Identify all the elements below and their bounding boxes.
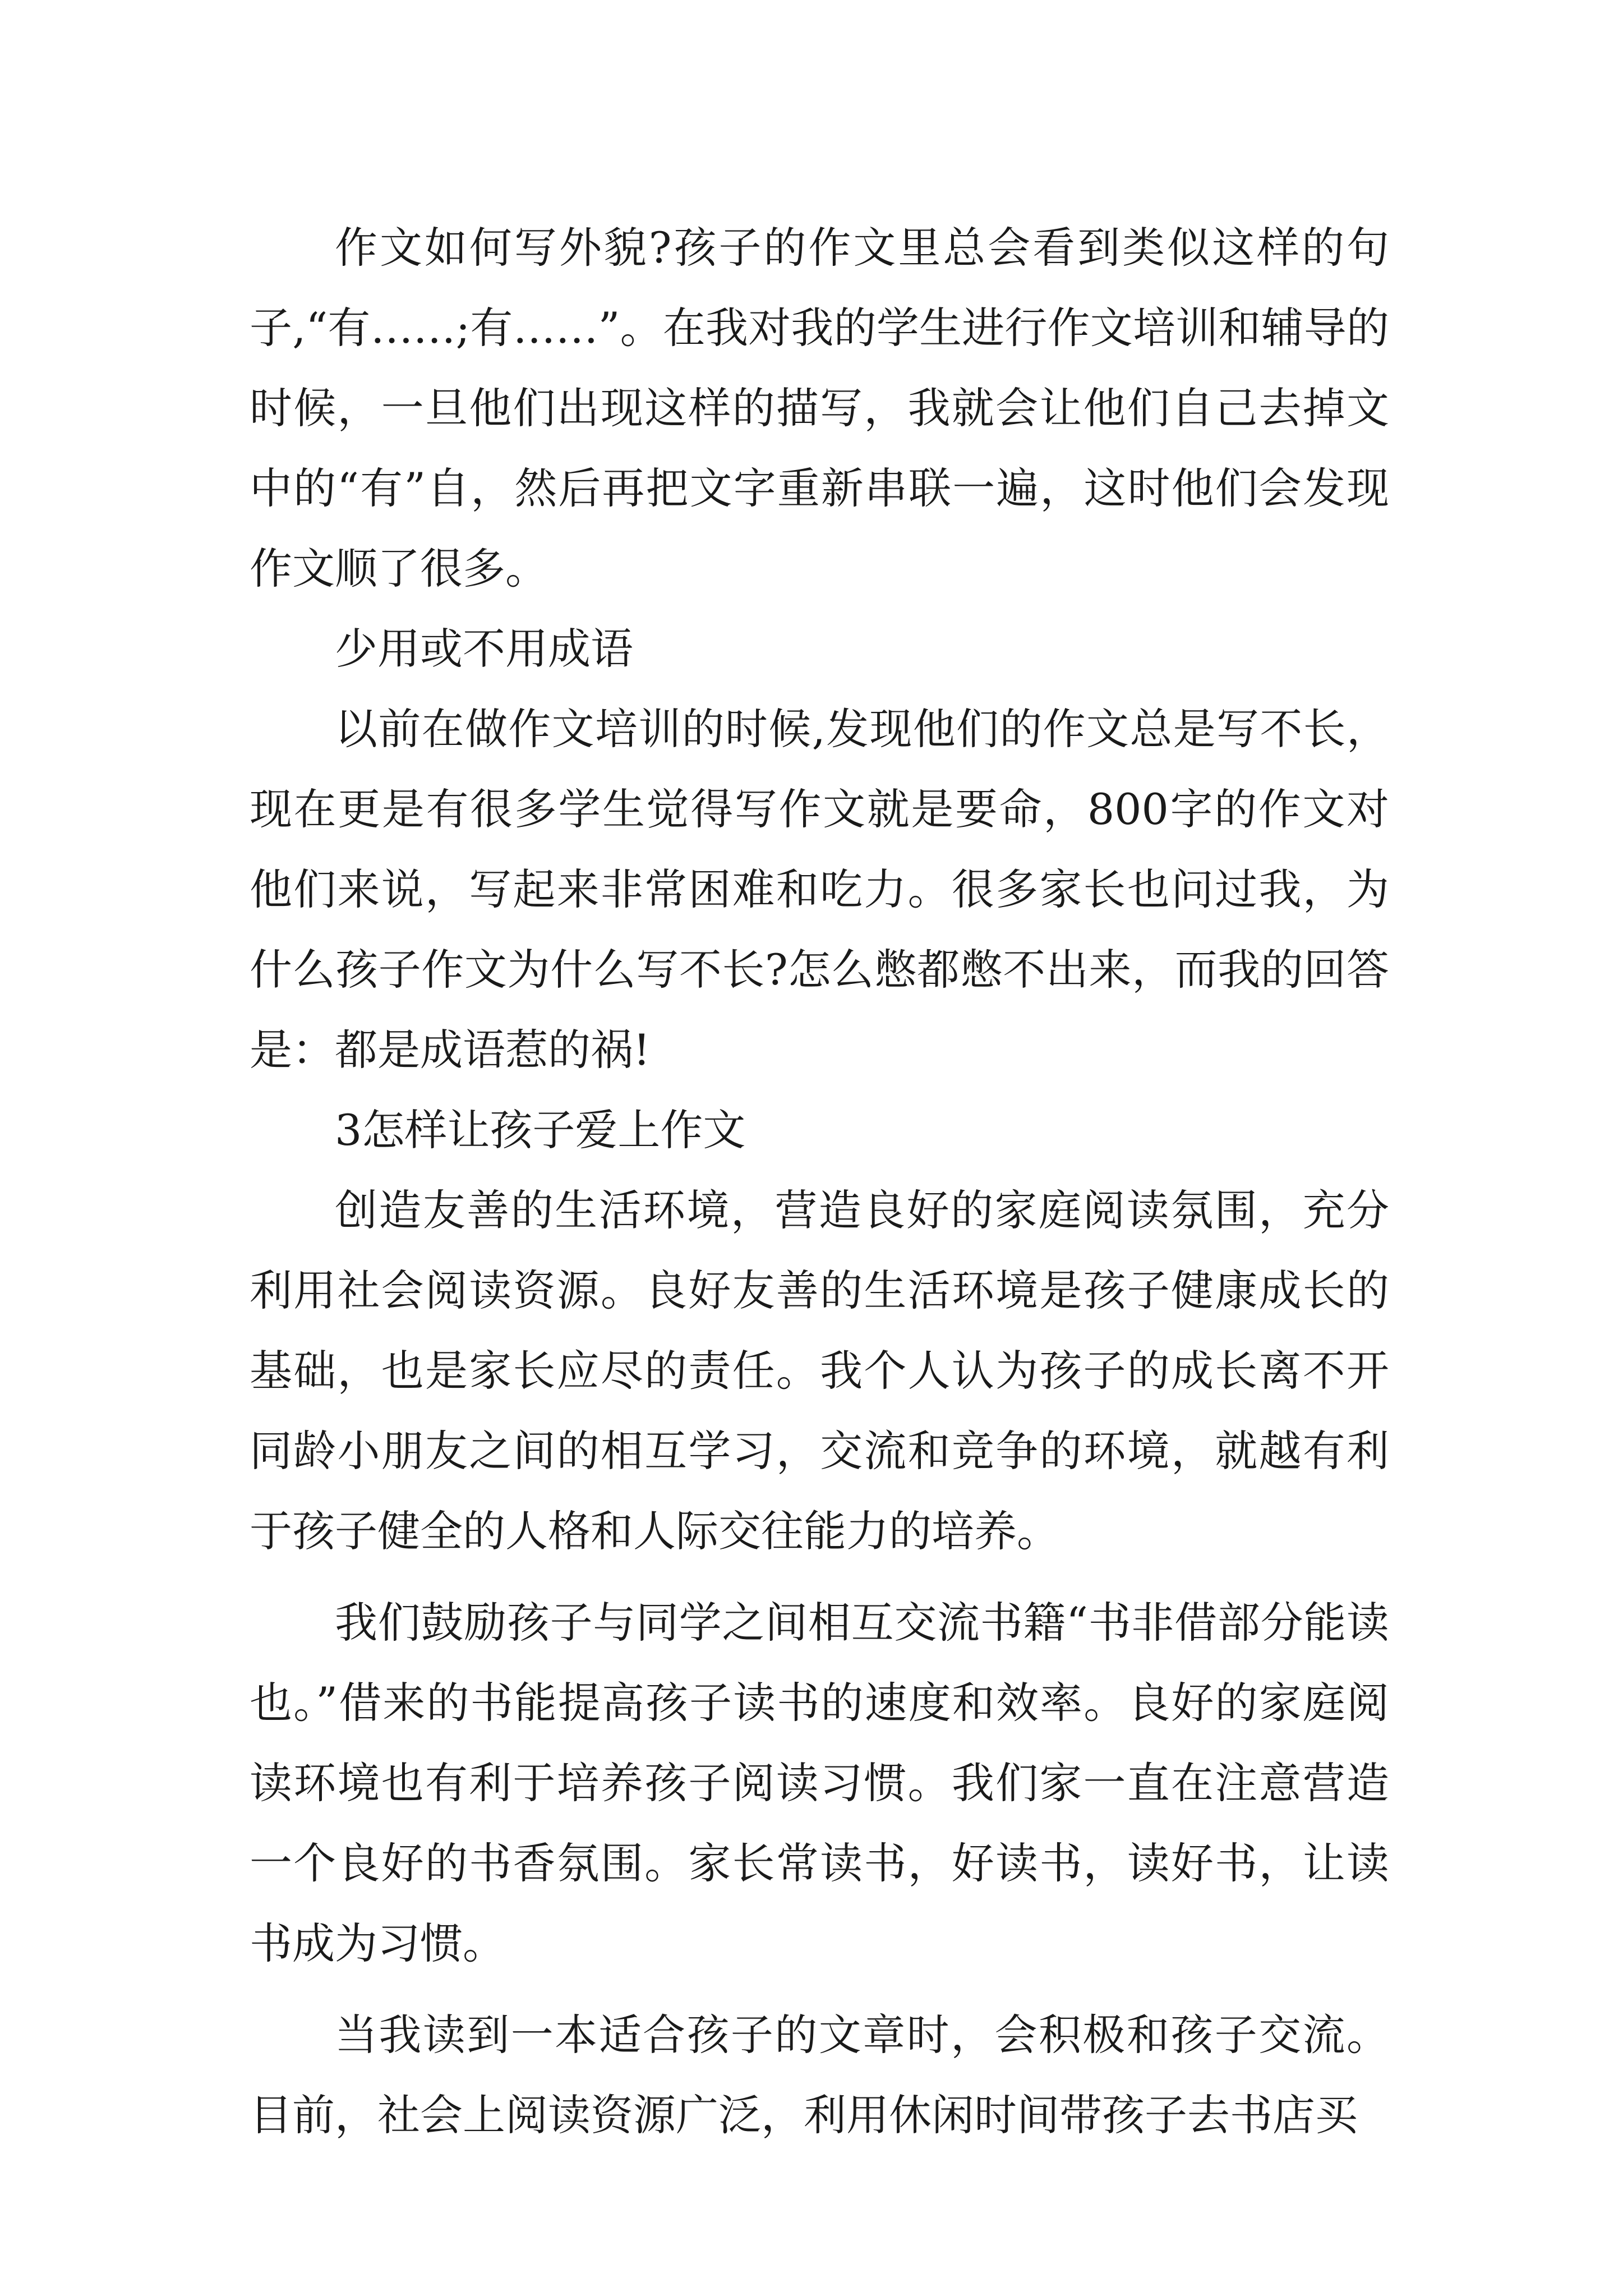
paragraph-appearance-writing: 作文如何写外貌?孩子的作文里总会看到类似这样的句子,“有……;有……”。在我对我的学生进行作文培训和辅导的时候，一旦他们出现这样的描写，我就会让他们自己去掉文中的“有”自，然后再把文字重新串联一遍，这时他们会发现作文顺了很多。	[250, 223, 1389, 593]
paragraph-environment: 创造友善的生活环境，营造良好的家庭阅读氛围，充分利用社会阅读资源。良好友善的生活环境是孩子健康成长的基础，也是家长应尽的责任。我个人认为孩子的成长离不开同龄小朋友之间的相互学习，交流和竞争的环境，就越有利于孩子健全的人格和人际交往能力的培养。	[250, 1185, 1389, 1556]
paragraph-book-exchange: 我们鼓励孩子与同学之间相互交流书籍“书非借部分能读也。”借来的书能提高孩子读书的速度和效率。良好的家庭阅读环境也有利于培养孩子阅读习惯。我们家一直在注意营造一个良好的书香氛围。家长常读书，好读书，读好书，让读书成为习惯。	[250, 1598, 1389, 1968]
heading-love-writing: 3怎样让孩子爱上作文	[335, 1105, 746, 1155]
paragraph-idioms: 以前在做作文培训的时候,发现他们的作文总是写不长，现在更是有很多学生觉得写作文就是要命，800字的作文对他们来说，写起来非常困难和吃力。很多家长也问过我，为什么孩子作文为什么写不长?怎么憋都憋不出来，而我的回答是：都是成语惹的祸!	[250, 704, 1389, 1075]
document-page	[250, 208, 1389, 2155]
heading-avoid-idioms: 少用或不用成语	[335, 624, 633, 674]
paragraph-reading-resources: 当我读到一本适合孩子的文章时，会积极和孩子交流。目前，社会上阅读资源广泛，利用休闲时间带孩子去书店买	[250, 2010, 1389, 2140]
